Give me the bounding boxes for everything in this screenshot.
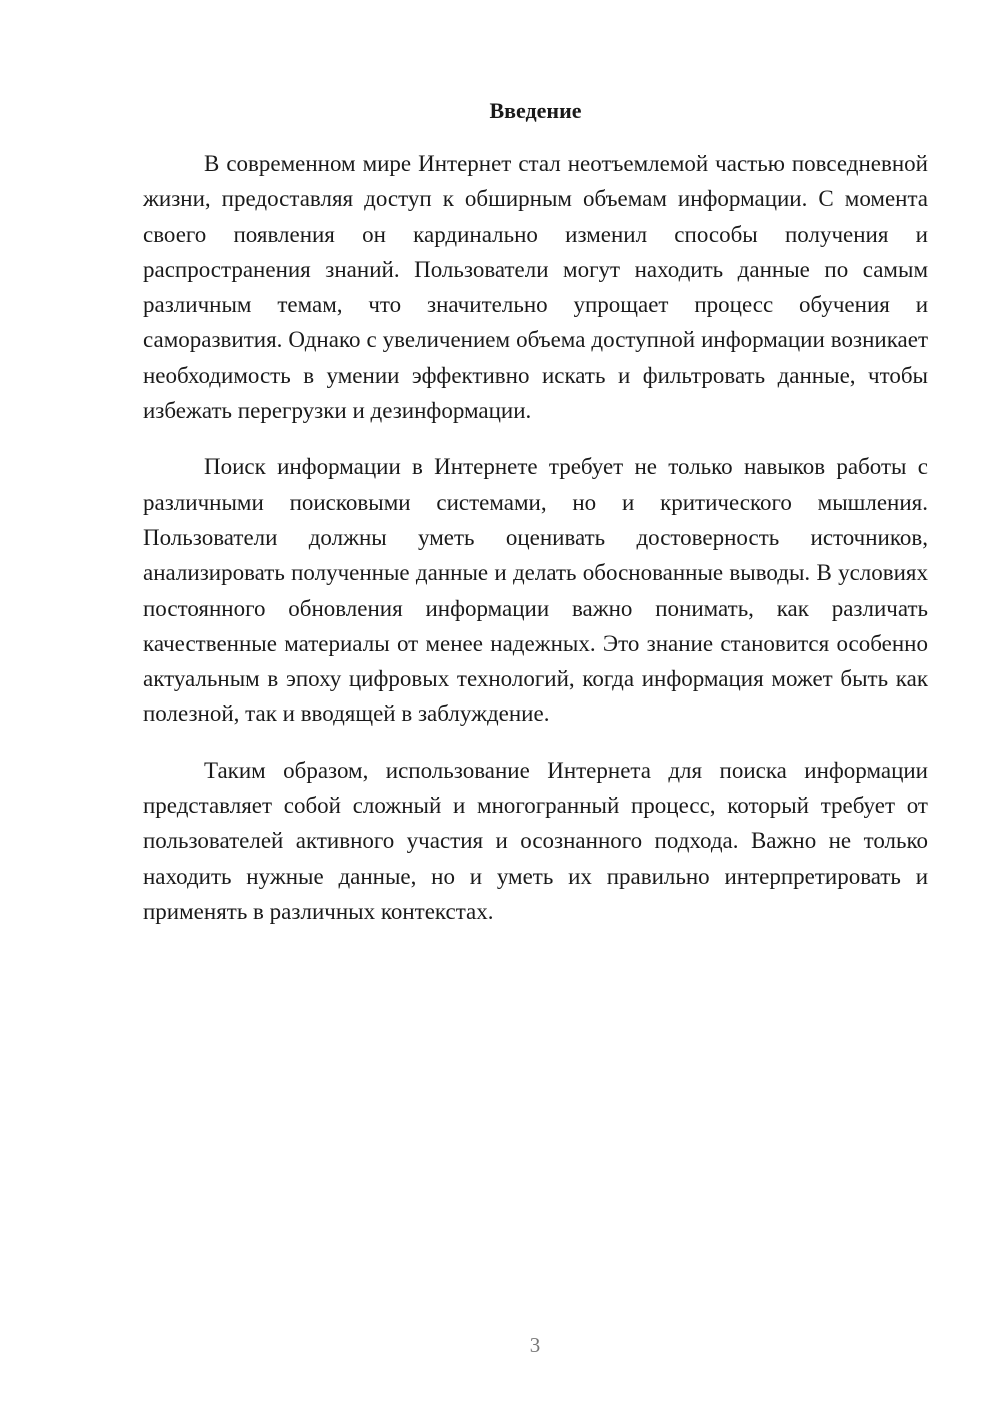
paragraph-search: Поиск информации в Интернете требует не только навыков работы с различными поисковыми системами, но и критического мышления. Пользователи должны уметь оценивать достоверность источников, анализировать полученные данные и делать обоснованные выводы. В условиях постоянного обновления информации важно понимать, как различать качественные материалы от менее надежных. Это знание становится особенно актуальным в эпоху цифровых технологий, когда информация может быть как полезной, так и вводящей в заблуждение.	[143, 454, 928, 727]
page-number: 3	[529, 1333, 541, 1357]
document-page	[143, 96, 928, 950]
paragraph-intro: В современном мире Интернет стал неотъемлемой частью повседневной жизни, предоставляя доступ к обширным объемам информации. С момента своего появления он кардинально изменил способы получения и распространения знаний. Пользователи могут находить данные по самым различным темам, что значительно упрощает процесс обучения и саморазвития. Однако с увеличением объема доступной информации возникает необходимость в умении эффективно искать и фильтровать данные, чтобы избежать перегрузки и дезинформации.	[143, 151, 928, 424]
section-title: Введение	[489, 98, 582, 123]
paragraph-conclusion: Таким образом, использование Интернета для поиска информации представляет собой сложный и многогранный процесс, который требует от пользователей активного участия и осознанного подхода. Важно не только находить нужные данные, но и уметь их правильно интерпретировать и применять в различных контекстах.	[143, 757, 928, 924]
